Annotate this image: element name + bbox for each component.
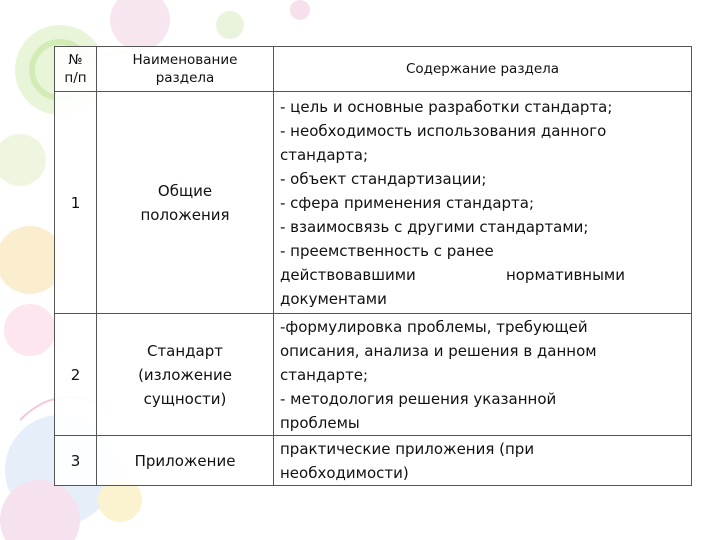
row-content: -формулировка проблемы, требующей описания, анализа и решения в данном стандарте; - методология решения указанной проблемы: [274, 314, 692, 436]
table-header-row: [55, 47, 692, 92]
table-row: [55, 92, 692, 314]
header-name-cell: Наименование раздела: [97, 47, 274, 92]
table-row: [55, 314, 692, 436]
row-num: 2: [55, 314, 97, 436]
table-row: [55, 436, 692, 486]
row-content: - цель и основные разработки стандарта; - необходимость использования данного стандарта; - объект стандартизации; - сфера применения стандарта; - взаимосвязь с другими стандартами; - преемственность с ранее действовавшими нормативными документами: [274, 92, 692, 314]
row-num: 3: [55, 436, 97, 486]
row-name: Стандарт (изложение сущности): [97, 314, 274, 436]
header-num-cell: № п/п: [55, 47, 97, 92]
row-name: Общие положения: [97, 92, 274, 314]
sections-table: [54, 46, 692, 486]
row-name: Приложение: [97, 436, 274, 486]
header-content-cell: Содержание раздела: [274, 47, 692, 92]
row-num: 1: [55, 92, 97, 314]
row-content: практические приложения (при необходимости): [274, 436, 692, 486]
